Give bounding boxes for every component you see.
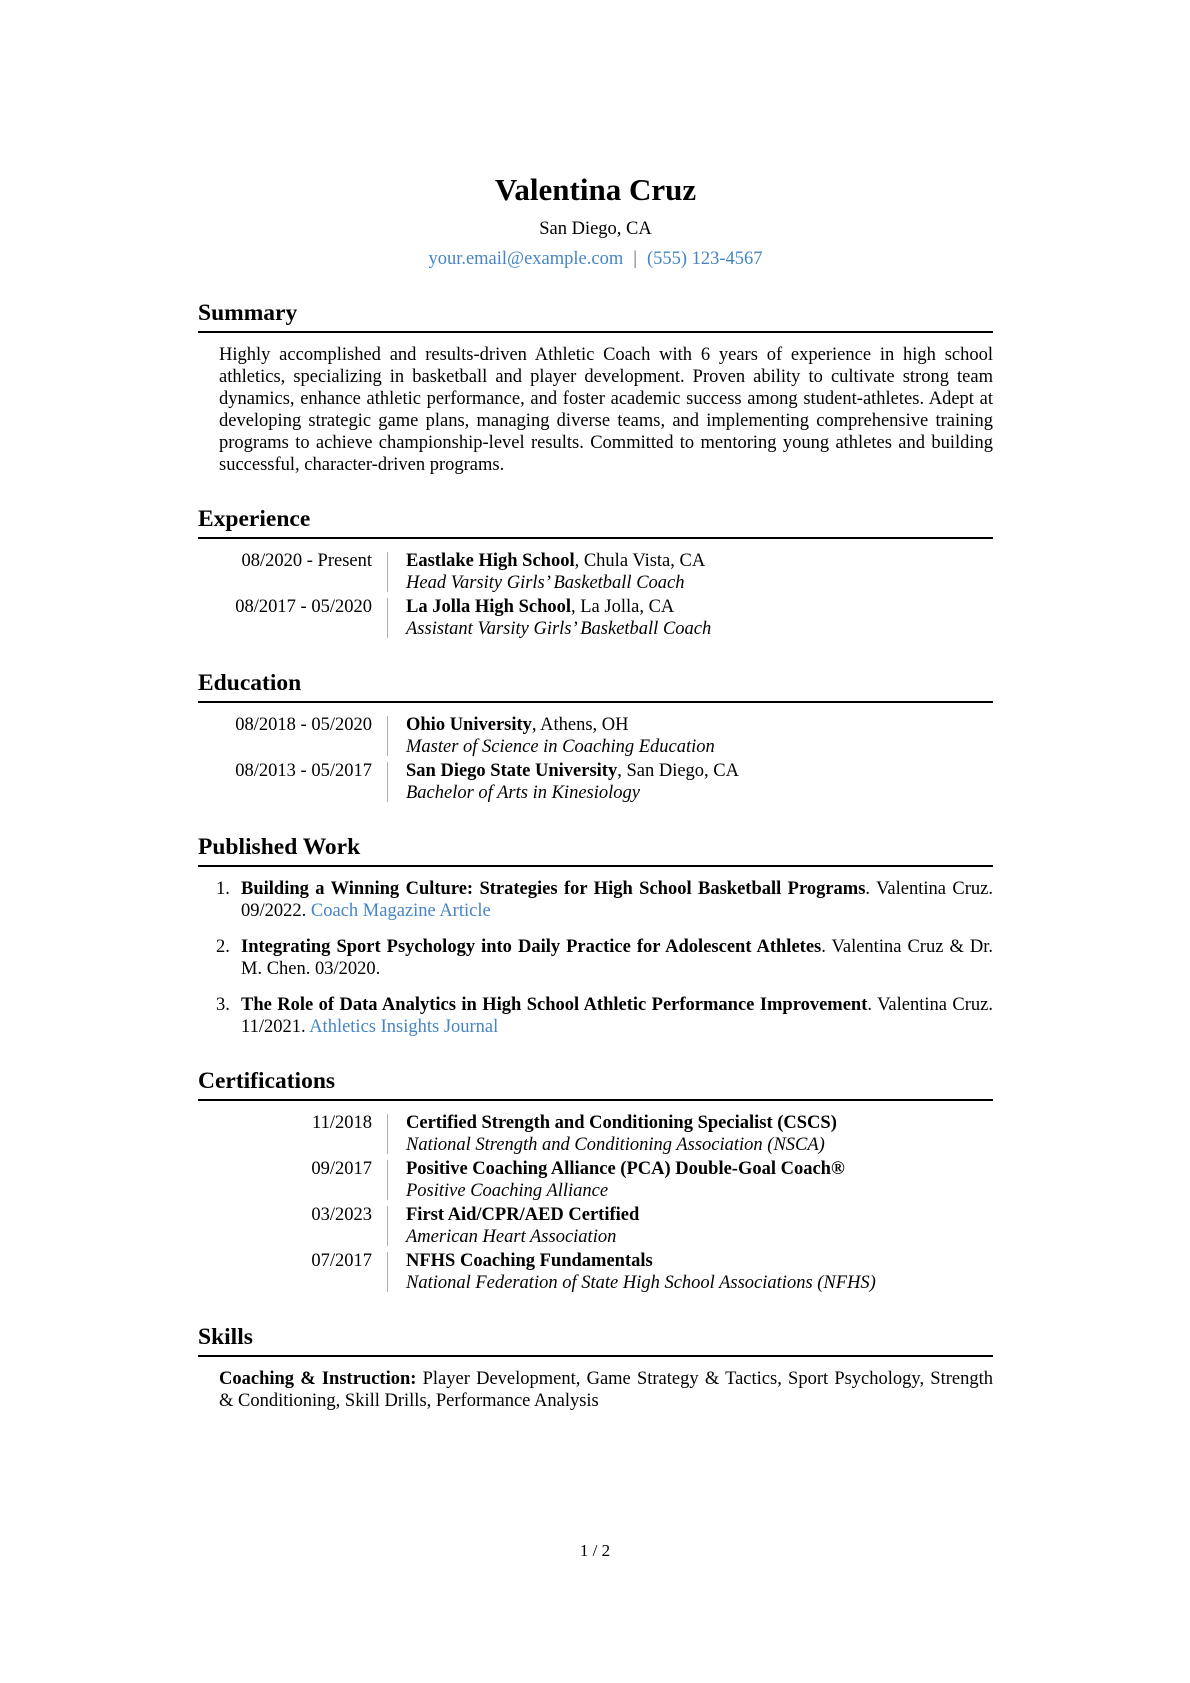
publication-link[interactable]: Coach Magazine Article [310,901,491,921]
education-entry [198,760,993,804]
certification-date: 11/2018 [312,1113,372,1133]
date-divider [387,1114,388,1154]
organization-location: , La Jolla, CA [571,597,675,617]
summary-heading: Summary [198,300,993,333]
date-range: 08/2020 - Present [241,551,372,571]
publication-byline: . Valentina Cruz. 09/2022. [241,879,993,921]
school-name: Ohio University [406,715,532,735]
publication-title: Integrating Sport Psychology into Daily Practice for Adolescent Athletes [241,937,822,957]
certifications-heading: Certifications [198,1068,993,1101]
certification-entry [198,1250,993,1294]
publication-number: 3. [216,995,230,1015]
date-divider [387,762,388,802]
certification-issuer: National Strength and Conditioning Association (NSCA) [406,1135,825,1155]
date-divider [387,598,388,638]
job-title: Assistant Varsity Girls’ Basketball Coach [406,619,712,639]
section-published-work [198,834,993,1038]
certification-entry [198,1158,993,1202]
certification-name: First Aid/CPR/AED Certified [406,1205,640,1225]
school-location: , San Diego, CA [617,761,739,781]
location-text: San Diego, CA [539,219,652,239]
date-range: 08/2013 - 05/2017 [235,761,372,781]
school-name: San Diego State University [406,761,618,781]
certification-entry [198,1112,993,1156]
section-summary [198,300,993,476]
job-title: Head Varsity Girls’ Basketball Coach [406,573,685,593]
section-education [198,670,993,804]
education-heading: Education [198,670,993,703]
experience-heading: Experience [198,506,993,539]
certification-date: 07/2017 [311,1251,372,1271]
publication-link[interactable]: Athletics Insights Journal [309,1017,499,1037]
skill-category: Coaching & Instruction: [219,1369,417,1389]
certification-name: NFHS Coaching Fundamentals [406,1251,653,1271]
date-divider [387,1206,388,1246]
certification-name: Certified Strength and Conditioning Specialist (CSCS) [406,1113,837,1133]
publication-byline: . Valentina Cruz & Dr. M. Chen. 03/2020. [241,937,993,979]
summary-text: Highly accomplished and results-driven Athletic Coach with 6 years of experience in high school athletics, specializing in basketball and player development. Proven ability to cultivate strong team dynamics, enhance athletic performance, and foster academic success among student-athletes. Adept at developing strategic game plans, managing diverse teams, and implementing comprehensive training programs to achieve championship-level results. Committed to mentoring young athletes and building successful, character-driven programs. [219,345,993,475]
page-number: 1 / 2 [579,1541,611,1560]
skills-heading: Skills [198,1324,993,1357]
date-divider [387,1160,388,1200]
experience-entry [198,550,993,594]
section-skills [198,1324,993,1412]
email-link[interactable]: your.email@example.com [428,249,624,269]
contact-separator: | [633,249,637,269]
date-range: 08/2018 - 05/2020 [235,715,372,735]
date-divider [387,1252,388,1292]
certification-issuer: Positive Coaching Alliance [406,1181,609,1201]
date-divider [387,552,388,592]
certification-issuer: National Federation of State High School Associations (NFHS) [406,1273,876,1293]
section-experience [198,506,993,640]
degree: Master of Science in Coaching Education [406,737,715,757]
person-name: Valentina Cruz [494,172,697,207]
certification-date: 09/2017 [311,1159,372,1179]
phone-link[interactable]: (555) 123-4567 [646,249,763,269]
publication-item [198,878,993,922]
certification-entry [198,1204,993,1248]
certification-issuer: American Heart Association [406,1227,617,1247]
publication-item [198,994,993,1038]
education-entry [198,714,993,758]
date-divider [387,716,388,756]
published-work-heading: Published Work [198,834,993,867]
skill-detail: Player Development, Game Strategy & Tactics, Sport Psychology, Strength & Conditioning, Skill Drills, Performance Analysis [219,1369,993,1411]
organization: La Jolla High School [406,597,571,617]
publication-number: 2. [216,937,230,957]
resume-header [198,172,993,270]
contact-line [198,248,993,270]
certification-name: Positive Coaching Alliance (PCA) Double-Goal Coach® [406,1159,845,1179]
publication-item [198,936,993,980]
publication-byline: . Valentina Cruz. 11/2021. [241,995,993,1037]
certification-date: 03/2023 [311,1205,372,1225]
publication-number: 1. [216,879,230,899]
skills-line [198,1368,993,1412]
publication-title: Building a Winning Culture: Strategies for High School Basketball Programs [241,879,866,899]
organization-location: , Chula Vista, CA [574,551,706,571]
organization: Eastlake High School [406,551,575,571]
section-certifications [198,1068,993,1294]
school-location: , Athens, OH [531,715,629,735]
experience-entry [198,596,993,640]
date-range: 08/2017 - 05/2020 [235,597,372,617]
publication-title: The Role of Data Analytics in High School Athletic Performance Improvement [241,995,868,1015]
degree: Bachelor of Arts in Kinesiology [406,783,640,803]
